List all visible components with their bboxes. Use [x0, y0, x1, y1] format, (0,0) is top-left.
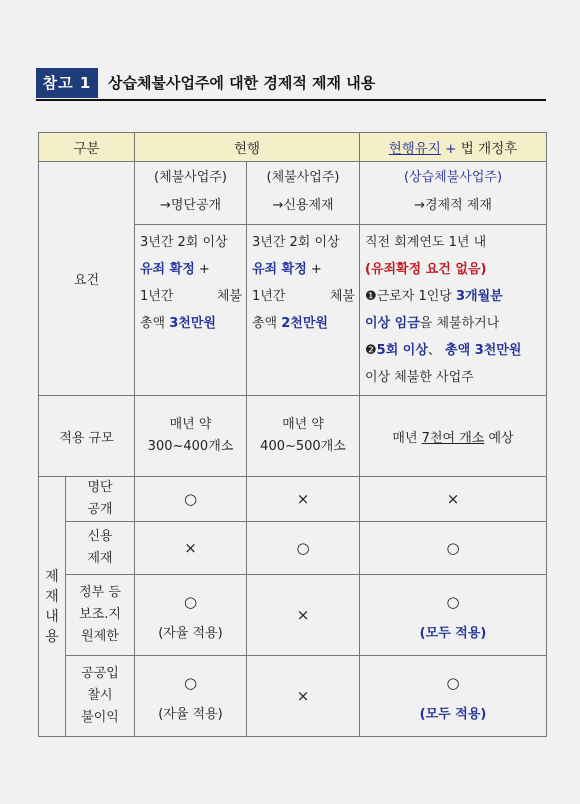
target-text: (체불사업주)	[266, 170, 340, 185]
sanction-row	[39, 575, 547, 656]
sanction-comparison-table	[38, 132, 547, 737]
sanction-row	[39, 656, 547, 737]
scope-cell-credit-sanction: 매년 약 400~500개소	[247, 396, 360, 477]
req-line: ❷5회 이상、 총액 3천만원	[365, 343, 522, 358]
mark-cross: ×	[135, 522, 247, 575]
requirements-label: 요건	[39, 162, 135, 396]
sanction-row	[39, 477, 547, 522]
req-line: 1년간 체불	[140, 289, 242, 304]
note-text: (모두 적용)	[419, 706, 487, 722]
mark-circle: ○	[183, 673, 198, 692]
note-text: (자율 적용)	[158, 625, 223, 641]
req-line: 이상 임금을 체불하거나	[365, 316, 500, 331]
measure-text: →명단공개	[159, 198, 222, 213]
mark-circle: ○	[446, 592, 460, 611]
sanction-cell	[360, 656, 547, 737]
scope-label: 적용 규모	[39, 396, 135, 477]
section-title: 상습체불사업주에 대한 경제적 제재 내용	[108, 74, 376, 92]
requirements-cell-economic-sanction	[360, 162, 547, 396]
note-text: (자율 적용)	[158, 706, 223, 722]
scope-row	[39, 396, 547, 477]
header-current: 현행	[135, 133, 360, 162]
target-text: (상습체불사업주)	[403, 170, 503, 185]
measure-text: →신용제재	[272, 198, 334, 213]
req-line: 총액 3천만원	[140, 316, 216, 331]
table-header-row	[39, 133, 547, 162]
mark-circle: ○	[446, 673, 460, 692]
mark-circle: ○	[183, 592, 198, 611]
sanction-label: 명단 공개	[66, 477, 135, 522]
req-line: 이상 체불한 사업주	[365, 370, 474, 385]
requirements-cell-credit-sanction	[247, 162, 360, 396]
sanction-row	[39, 522, 547, 575]
req-line: 3년간 2회 이상	[252, 235, 340, 250]
mark-cross: ×	[247, 575, 360, 656]
sanction-cell	[135, 575, 247, 656]
header-rule	[36, 99, 546, 101]
sanction-label: 공공입 찰시 불이익	[66, 656, 135, 737]
req-line: 유죄 확정 +	[252, 262, 322, 277]
section-badge: 참고 1	[36, 68, 98, 98]
mark-cross: ×	[247, 656, 360, 737]
mark-cross: ×	[247, 477, 360, 522]
header-proposed-after: 법 개정후	[460, 141, 518, 157]
req-line: (유죄확정 요건 없음)	[365, 262, 487, 277]
sanction-label: 신용 제재	[66, 522, 135, 575]
header-category: 구분	[39, 133, 135, 162]
req-line: ❶근로자 1인당 3개월분	[365, 289, 503, 304]
req-line: 3년간 2회 이상	[140, 235, 228, 250]
req-line: 직전 회계연도 1년 내	[365, 235, 487, 250]
requirements-row	[39, 162, 547, 396]
note-text: (모두 적용)	[419, 625, 487, 641]
sanction-group-label: 제 재 내 용	[39, 477, 66, 737]
req-line: 1년간 체불	[252, 289, 355, 304]
mark-circle: ○	[247, 522, 360, 575]
req-line: 유죄 확정 +	[140, 262, 210, 277]
scope-cell-name-disclosure: 매년 약 300~400개소	[135, 396, 247, 477]
header-proposed-keep: 현행유지	[388, 141, 441, 157]
header-proposed	[360, 133, 547, 162]
target-text: (체불사업주)	[154, 170, 227, 185]
requirements-cell-name-disclosure	[135, 162, 247, 396]
req-line: 총액 2천만원	[252, 316, 328, 331]
sanction-label: 정부 등 보조.지 원제한	[66, 575, 135, 656]
sanction-cell	[360, 575, 547, 656]
section-header	[36, 68, 546, 100]
mark-circle: ○	[360, 522, 547, 575]
header-proposed-plus: +	[440, 141, 461, 157]
mark-circle: ○	[135, 477, 247, 522]
mark-cross: ×	[360, 477, 547, 522]
measure-text: →경제적 제재	[414, 198, 492, 213]
scope-cell-economic-sanction: 매년 7천여 개소 예상	[360, 396, 547, 477]
sanction-cell	[135, 656, 247, 737]
